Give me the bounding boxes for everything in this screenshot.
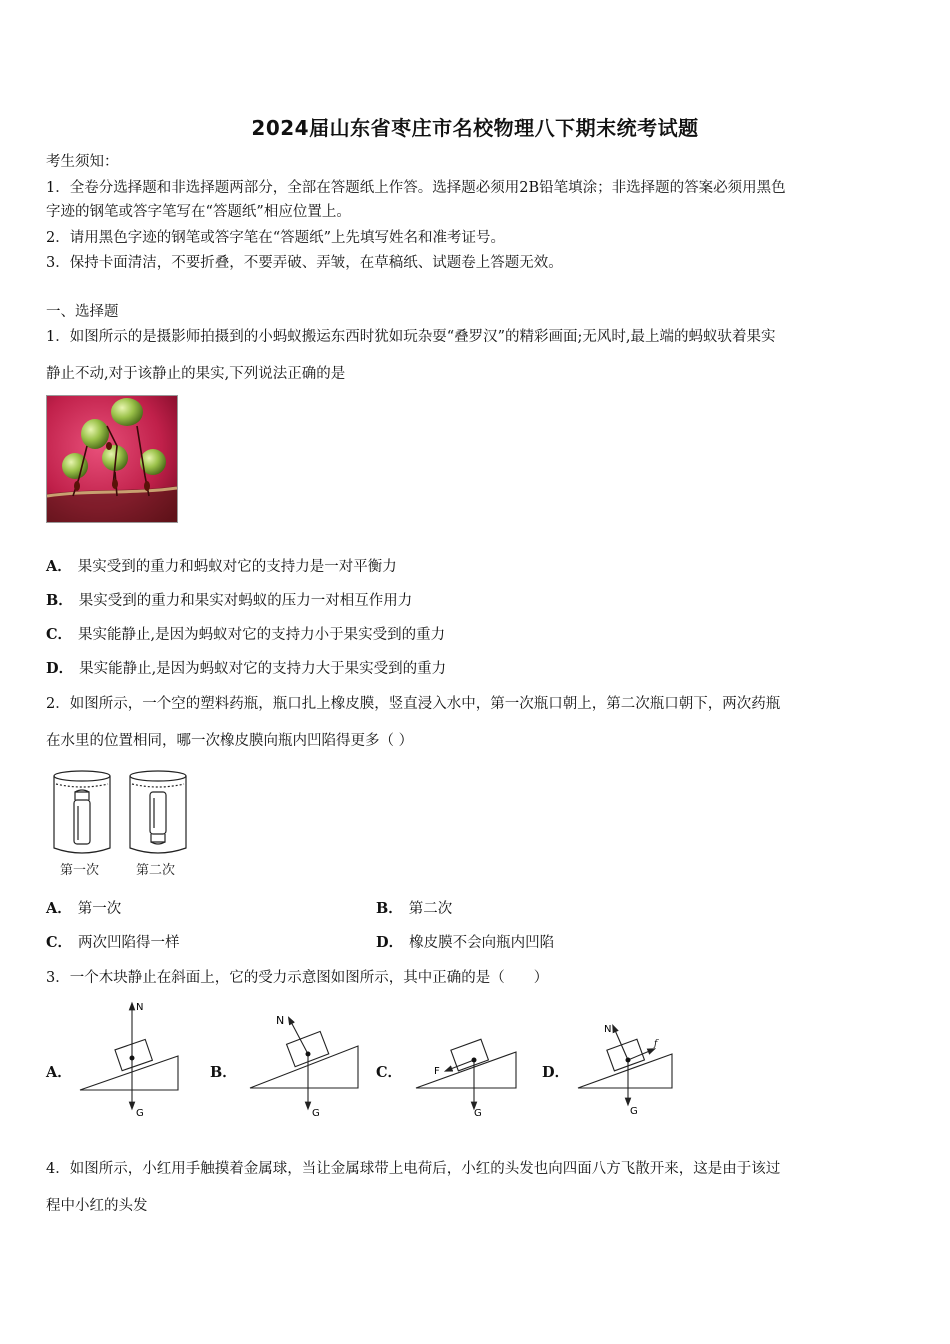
force-diagram-c [412, 1000, 522, 1120]
bottle-in-water-figure [46, 766, 196, 884]
g-label: G [474, 1108, 482, 1119]
q2-option-a[interactable] [46, 899, 121, 919]
n-label: N [136, 1002, 144, 1013]
fig-label-second: 第二次 [136, 863, 176, 878]
q3-option-d-label[interactable]: D． [542, 1064, 570, 1081]
q1-option-a[interactable] [46, 557, 397, 577]
option-label: B． [46, 592, 73, 609]
q2-option-c[interactable] [46, 933, 180, 953]
option-label: A． [46, 900, 72, 917]
notice-item-2: 2．请用黑色字迹的钢笔或答字笔在“答题纸”上先填写姓名和准考证号。 [46, 230, 506, 246]
option-label: C． [46, 626, 73, 643]
q1-option-d[interactable] [46, 659, 446, 679]
option-text: 第二次 [408, 901, 453, 917]
notice-item-1: 1．全卷分选择题和非选择题两部分，全部在答题纸上作答。选择题必须用2B铅笔填涂；非选择题的答案必须用黑色 [46, 180, 786, 196]
page-title: 2024届山东省枣庄市名校物理八下期末统考试题 [251, 116, 699, 140]
q1-stem-line1: 1．如图所示的是摄影师拍摄到的小蚂蚁搬运东西时犹如玩杂耍“叠罗汉”的精彩画面;无风时,最上端的蚂蚁驮着果实 [46, 329, 776, 345]
option-text: 果实受到的重力和蚂蚁对它的支持力是一对平衡力 [77, 559, 397, 575]
f-small-label: f [654, 1039, 658, 1049]
ant-fruit-photo [46, 395, 178, 523]
option-label: C． [46, 934, 73, 951]
g-label: G [312, 1108, 320, 1119]
force-diagram-a [76, 1000, 186, 1120]
fig-label-first: 第一次 [60, 863, 100, 878]
q3-stem-line1: 3．一个木块静止在斜面上，它的受力示意图如图所示，其中正确的是（ ） [46, 970, 549, 986]
q3-option-c-label[interactable]: C． [376, 1064, 403, 1081]
notice-heading: 考生须知： [46, 154, 119, 170]
q1-option-b[interactable] [46, 591, 412, 611]
option-text: 第一次 [77, 901, 122, 917]
option-text: 果实受到的重力和果实对蚂蚁的压力一对相互作用力 [78, 593, 413, 609]
g-label: G [136, 1108, 144, 1119]
g-label: G [630, 1106, 638, 1117]
n-label: N [604, 1024, 612, 1035]
f-label: F [434, 1066, 440, 1077]
q2-stem-line1: 2．如图所示，一个空的塑料药瓶，瓶口扎上橡皮膜，竖直浸入水中，第一次瓶口朝上，第二次瓶口朝下，两次药瓶 [46, 696, 781, 712]
option-text: 两次凹陷得一样 [78, 935, 180, 951]
option-label: B． [376, 900, 403, 917]
q2-option-d[interactable] [376, 933, 554, 953]
notice-item-3: 3．保持卡面清洁，不要折叠，不要弄破、弄皱，在草稿纸、试题卷上答题无效。 [46, 255, 563, 271]
q2-option-b[interactable] [376, 899, 452, 919]
q2-stem-line2: 在水里的位置相同，哪一次橡皮膜向瓶内凹陷得更多（ ） [46, 733, 414, 749]
option-label: D． [376, 934, 404, 951]
option-label: D． [46, 660, 74, 677]
option-text: 果实能静止,是因为蚂蚁对它的支持力大于果实受到的重力 [79, 661, 447, 677]
q1-option-c[interactable] [46, 625, 445, 645]
q3-option-b-label[interactable]: B． [210, 1064, 237, 1081]
force-diagram-d [576, 1000, 676, 1120]
n-label: N [276, 1014, 285, 1027]
notice-item-1-cont: 字迹的钢笔或答字笔写在“答题纸”相应位置上。 [46, 204, 351, 220]
q3-option-a-label[interactable]: A． [46, 1064, 72, 1081]
option-text: 果实能静止,是因为蚂蚁对它的支持力小于果实受到的重力 [78, 627, 446, 643]
section-heading: 一、选择题 [46, 304, 119, 320]
option-label: A． [46, 558, 72, 575]
q4-stem-line2: 程中小红的头发 [46, 1198, 148, 1214]
force-diagram-b [246, 1000, 362, 1120]
option-text: 橡皮膜不会向瓶内凹陷 [409, 935, 555, 951]
q1-stem-line2: 静止不动,对于该静止的果实,下列说法正确的是 [46, 366, 346, 382]
q4-stem-line1: 4．如图所示，小红用手触摸着金属球，当让金属球带上电荷后，小红的头发也向四面八方飞散开来，这是由于该过 [46, 1161, 781, 1177]
